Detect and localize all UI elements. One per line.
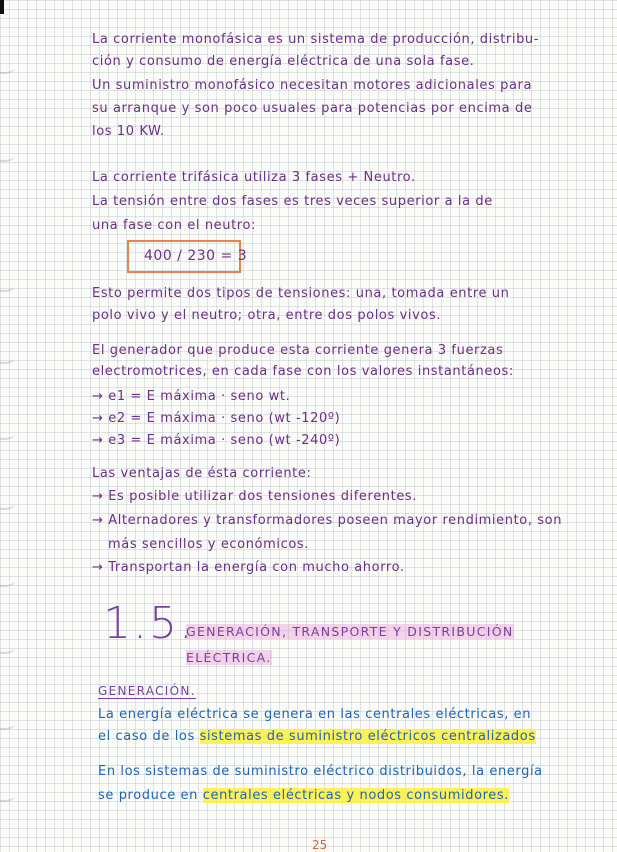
binder-hole [0,575,15,587]
text-line: Esto permite dos tipos de tensiones: una, tomada entre un [92,286,510,301]
text-line: La energía eléctrica se genera en las centrales eléctricas, en [98,707,532,722]
binder-hole [0,642,15,654]
list-item: más sencillos y económicos. [108,537,309,552]
text-line: una fase con el neutro: [92,218,257,233]
section-number: 1.5. [103,598,195,649]
text-line: La corriente trifásica utiliza 3 fases + Neutro. [92,170,416,185]
binder-hole [0,62,15,74]
binder-hole [0,280,15,292]
binder-hole [0,498,15,510]
text-line: Las ventajas de ésta corriente: [92,466,312,481]
text-line [98,788,509,803]
list-item: → Transportan la energía con mucho ahorro. [92,560,405,575]
highlighted-text: sistemas de suministro eléctricos centralizados [199,729,536,744]
page-number: 25 [312,838,328,852]
binder-hole [0,790,15,802]
section-title-line2: ELÉCTRICA. [186,650,272,665]
text-line: polo vivo y el neutro; otra, entre dos polos vivos. [92,308,442,323]
text-line: su arranque y son poco usuales para potencias por encima de [92,101,533,116]
text-line: Un suministro monofásico necesitan motores adicionales para [92,78,533,93]
binder-holes [0,0,30,848]
equation-line: → e3 = E máxima · seno (wt -240º) [92,433,341,448]
text-segment: se produce en [98,788,203,803]
binder-hole [0,428,15,440]
text-line: La tensión entre dos fases es tres veces superior a la de [92,194,493,209]
text-line: ción y consumo de energía eléctrica de una sola fase. [92,54,475,69]
text-line: El generador que produce esta corriente genera 3 fuerzas [92,343,504,358]
text-line: La corriente monofásica es un sistema de producción, distribu- [92,32,540,47]
text-line: En los sistemas de suministro eléctrico distribuidos, la energía [98,764,543,779]
subsection-title: GENERACIÓN. [98,684,196,698]
equation-line: → e1 = E máxima · seno wt. [92,389,291,404]
highlighted-text: centrales eléctricas y nodos consumidores. [202,788,509,803]
section-title-line1: GENERACIÓN, TRANSPORTE Y DISTRIBUCIÓN [186,624,514,639]
text-line: los 10 KW. [92,124,165,139]
list-item: → Alternadores y transformadores poseen mayor rendimiento, son [92,513,563,528]
binder-hole [0,718,15,730]
binder-hole [0,352,15,364]
equation-line: → e2 = E máxima · seno (wt -120º) [92,411,341,426]
text-line [98,729,536,744]
text-line: electromotrices, en cada fase con los valores instantáneos: [92,364,514,379]
binder-hole [0,150,15,162]
list-item: → Es posible utilizar dos tensiones diferentes. [92,489,418,504]
text-segment: el caso de los [98,729,200,744]
formula: 400 / 230 = 3 [144,248,248,264]
